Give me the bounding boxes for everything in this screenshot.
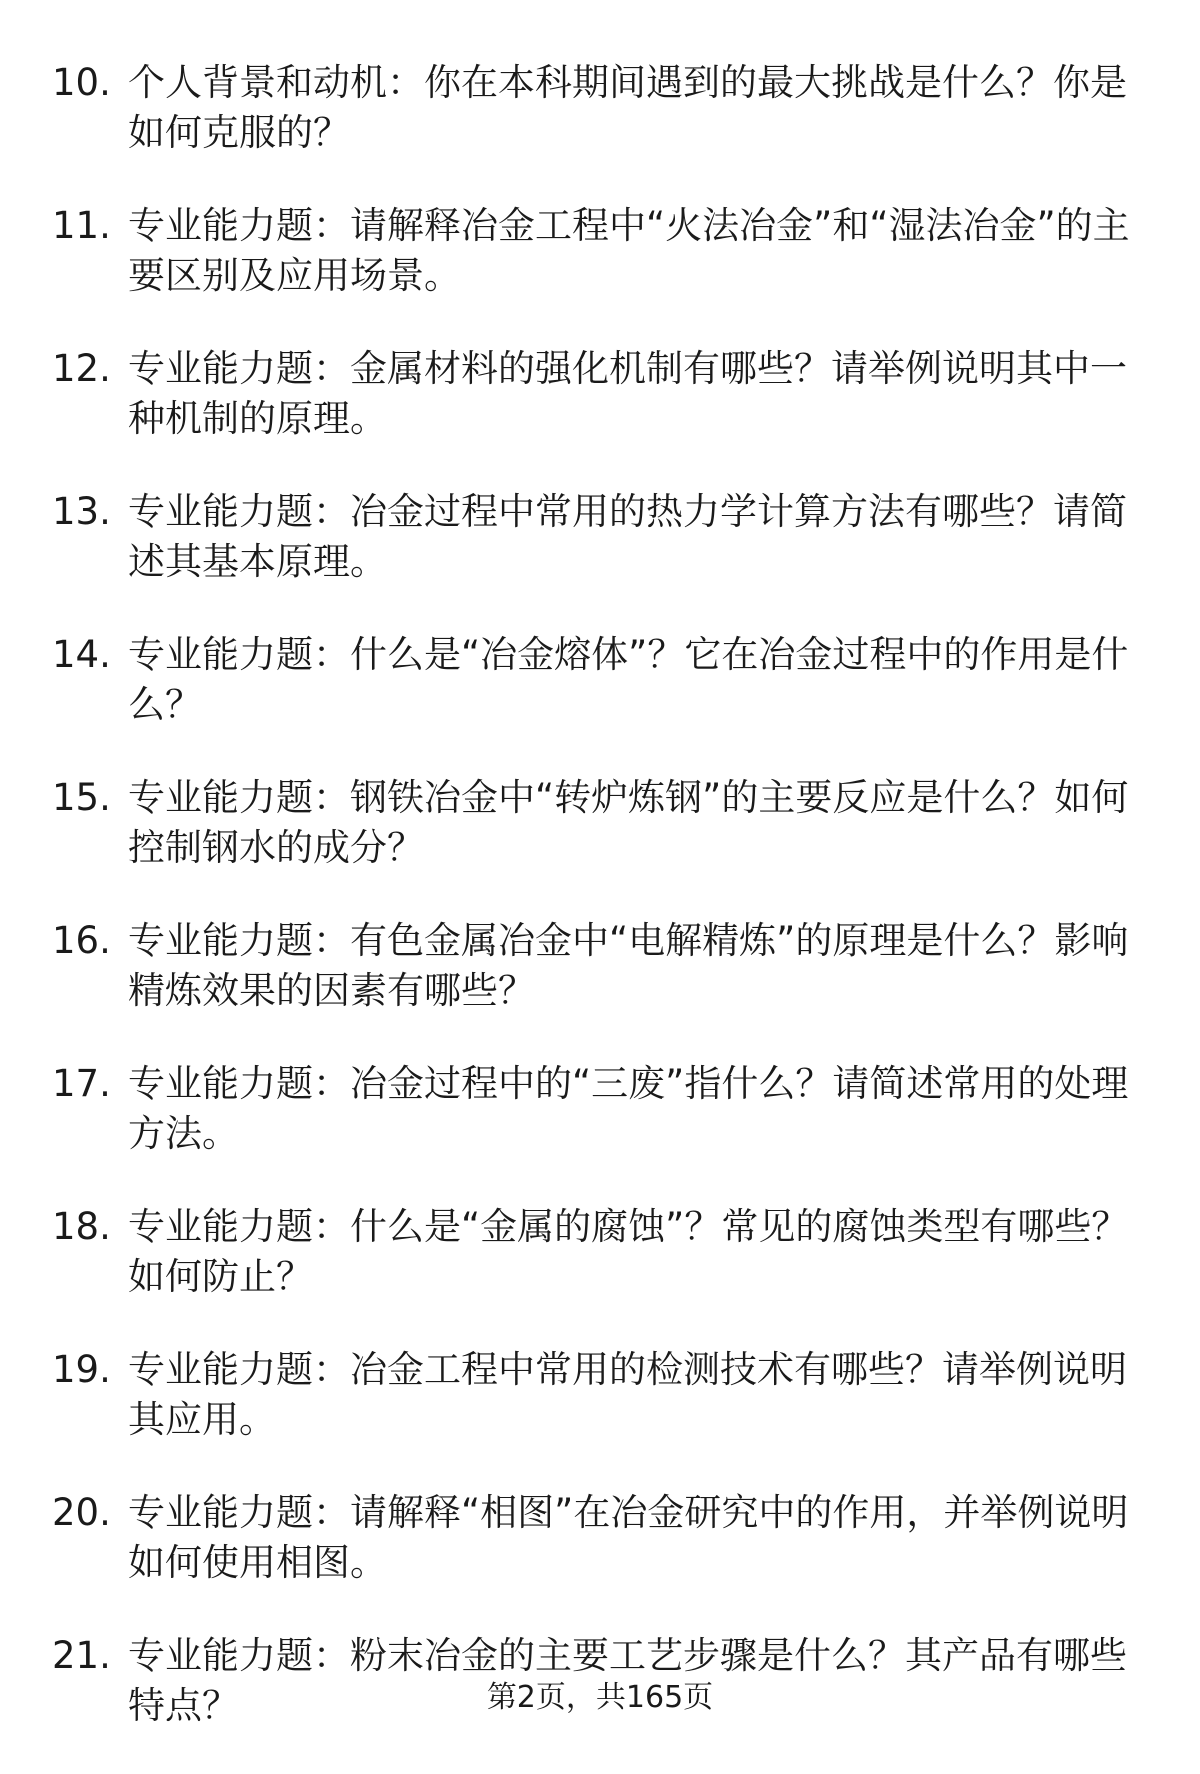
question-item <box>52 201 1152 301</box>
question-text: 个人背景和动机：你在本科期间遇到的最大挑战是什么？你是如何克服的？ <box>128 61 1127 154</box>
question-text: 专业能力题：粉末冶金的主要工艺步骤是什么？其产品有哪些特点？ <box>128 1634 1127 1727</box>
question-item <box>52 1488 1152 1588</box>
question-number: 15. <box>52 776 111 819</box>
question-item <box>52 58 1152 158</box>
question-item <box>52 916 1152 1016</box>
question-item <box>52 630 1152 730</box>
question-number: 20. <box>52 1491 111 1534</box>
page-footer <box>0 1678 1200 1718</box>
question-text: 专业能力题：冶金过程中的“三废”指什么？请简述常用的处理方法。 <box>128 1062 1129 1155</box>
question-number: 10. <box>52 61 111 104</box>
question-text: 专业能力题：什么是“金属的腐蚀”？常见的腐蚀类型有哪些？如何防止？ <box>128 1205 1129 1298</box>
question-number: 11. <box>52 204 111 247</box>
question-text: 专业能力题：请解释“相图”在冶金研究中的作用，并举例说明如何使用相图。 <box>128 1491 1129 1584</box>
question-text: 专业能力题：冶金工程中常用的检测技术有哪些？请举例说明其应用。 <box>128 1348 1127 1441</box>
page-number-label: 第2页，共165页 <box>486 1680 714 1715</box>
question-number: 16. <box>52 919 111 962</box>
question-number: 14. <box>52 633 111 676</box>
question-number: 12. <box>52 347 111 390</box>
question-list <box>52 58 1152 1774</box>
question-item <box>52 1059 1152 1159</box>
question-number: 18. <box>52 1205 111 1248</box>
question-text: 专业能力题：冶金过程中常用的热力学计算方法有哪些？请简述其基本原理。 <box>128 490 1127 583</box>
question-text: 专业能力题：有色金属冶金中“电解精炼”的原理是什么？影响精炼效果的因素有哪些？ <box>128 919 1129 1012</box>
question-number: 13. <box>52 490 111 533</box>
question-item <box>52 344 1152 444</box>
question-number: 21. <box>52 1634 111 1677</box>
question-item <box>52 487 1152 587</box>
question-text: 专业能力题：请解释冶金工程中“火法冶金”和“湿法冶金”的主要区别及应用场景。 <box>128 204 1130 297</box>
question-item <box>52 1345 1152 1445</box>
question-text: 专业能力题：什么是“冶金熔体”？它在冶金过程中的作用是什么？ <box>128 633 1129 726</box>
question-item <box>52 773 1152 873</box>
question-item <box>52 1202 1152 1302</box>
question-number: 17. <box>52 1062 111 1105</box>
question-number: 19. <box>52 1348 111 1391</box>
question-text: 专业能力题：钢铁冶金中“转炉炼钢”的主要反应是什么？如何控制钢水的成分？ <box>128 776 1129 869</box>
question-text: 专业能力题：金属材料的强化机制有哪些？请举例说明其中一种机制的原理。 <box>128 347 1127 440</box>
